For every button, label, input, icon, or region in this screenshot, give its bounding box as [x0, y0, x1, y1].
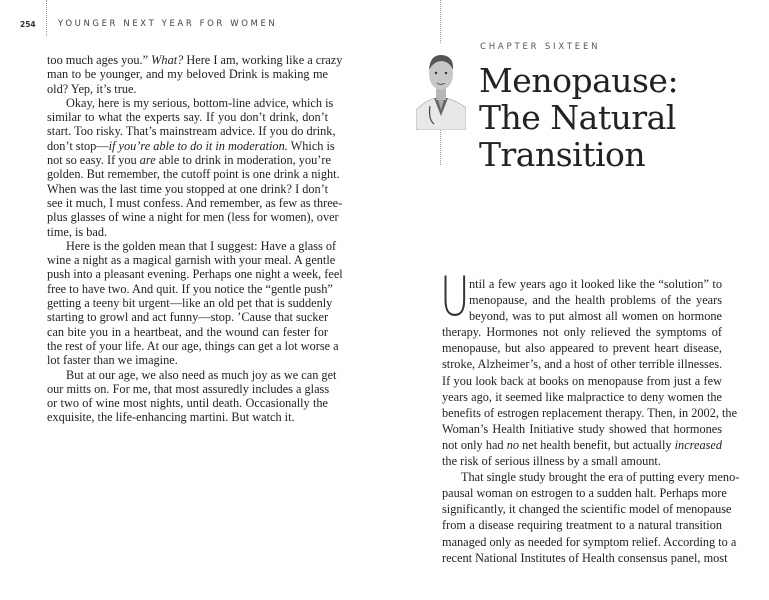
text-line: time, is bad.: [47, 224, 108, 239]
chapter-title: [479, 62, 678, 173]
text-line: Here is the golden mean that I suggest: Have a glass of: [66, 238, 337, 253]
text-line: therapy. Hormones not only relieved the symptoms of: [442, 325, 722, 340]
text-line: see it much, I must confess. And remember, as few as three-: [47, 195, 343, 210]
text-line: beyond, was to put almost all women on hormone: [469, 309, 722, 324]
text-line: stroke, Alzheimer’s, and a host of other terrible illnesses.: [442, 357, 723, 372]
left-header-rule: [46, 0, 47, 36]
chapter-label: CHAPTER SIXTEEN: [480, 42, 601, 52]
chapter-title-line: The Natural: [479, 98, 676, 137]
text-line: not only had no net health benefit, but actually increased: [442, 437, 722, 452]
text-line: Okay, here is my serious, bottom-line advice, which is: [66, 95, 334, 110]
text-line: Woman’s Health Initiative study showed that hormones: [442, 421, 722, 436]
text-line: push into a pleasant evening. Perhaps one night a week, feel: [47, 267, 343, 282]
text-line: years ago, it seemed like malpractice to deny women the: [442, 389, 722, 404]
drop-cap: U: [440, 265, 470, 328]
text-line: the rest of your life. At our age, things can get a lot worse a: [47, 338, 339, 353]
text-line: start. Too risky. That’s mainstream advice. If you do drink,: [47, 124, 336, 139]
text-line: too much ages you.” What? Here I am, working like a crazy: [47, 53, 343, 67]
author-photo: [416, 44, 466, 130]
text-line: exquisite, the life-enhancing martini. But watch it.: [47, 410, 295, 425]
text-line: the risk of serious illness by a small amount.: [442, 454, 661, 469]
text-line: golden. But remember, the cutoff point is one drink a night.: [47, 167, 340, 182]
text-line: benefits of estrogen replacement therapy. Then, in 2002, the: [442, 405, 738, 420]
chapter-title-line: Transition: [479, 135, 646, 174]
text-line: wine a night as a magical garnish with your meal. A gentle: [47, 253, 336, 268]
text-line: old? Yep, it’s true.: [47, 81, 137, 96]
left-page-body: [47, 53, 343, 425]
text-line: If you look back at books on menopause from just a few: [442, 373, 722, 388]
text-line: free to have two. And quit. If you notice the “gentle push”: [47, 281, 333, 296]
text-line: menopause, but also appeared to prevent heart disease,: [442, 341, 722, 356]
text-line: don’t stop—if you’re able to do it in moderation. Which is: [47, 138, 335, 153]
text-line: ntil a few years ago it looked like the “solution” to: [469, 277, 722, 291]
text-line: our mitts on. For me, that most assuredly includes a glass: [47, 381, 330, 396]
text-line: similar to what the experts say. If you don’t drink, don’t: [47, 110, 328, 125]
text-line: pausal woman on estrogen to a sudden halt. Perhaps more: [442, 486, 727, 501]
text-line: not so easy. If you are able to drink in moderation, you’re: [47, 153, 331, 168]
text-line: recent National Institutes of Health consensus panel, most: [442, 550, 728, 565]
text-line: starting to growl and act funny—stop. ’Cause that sucker: [47, 310, 329, 325]
text-line: significantly, it changed the scientific model of menopause: [442, 502, 732, 517]
running-head: YOUNGER NEXT YEAR FOR WOMEN: [58, 19, 278, 29]
text-line: from a disease requiring treatment to a natural transition: [442, 518, 722, 533]
text-line: When was the last time you stopped at one drink? I don’t: [47, 181, 328, 196]
text-line: man to be younger, and my beloved Drink is making me: [47, 67, 328, 82]
text-line: can bite you in a heartbeat, and the wound can fester for: [47, 324, 328, 339]
text-line: managed only as needed for symptom relief. According to a: [442, 534, 737, 549]
text-line: menopause, and the health problems of the years: [469, 293, 722, 308]
text-line: plus glasses of wine a night for men (less for women), over: [47, 210, 339, 225]
text-line: But at our age, we also need as much joy as we can get: [66, 367, 337, 382]
text-line: or two of wine most nights, until death. Occasionally the: [47, 396, 328, 411]
text-line: getting a teeny bit urgent—like an old pet that is suddenly: [47, 296, 333, 311]
page-number: 254: [20, 20, 36, 29]
text-line: lot faster than we imagine.: [47, 353, 178, 368]
chapter-title-line: Menopause:: [479, 61, 679, 100]
right-page-body: [442, 276, 740, 566]
text-line: That single study brought the era of putting every meno-: [461, 470, 740, 485]
